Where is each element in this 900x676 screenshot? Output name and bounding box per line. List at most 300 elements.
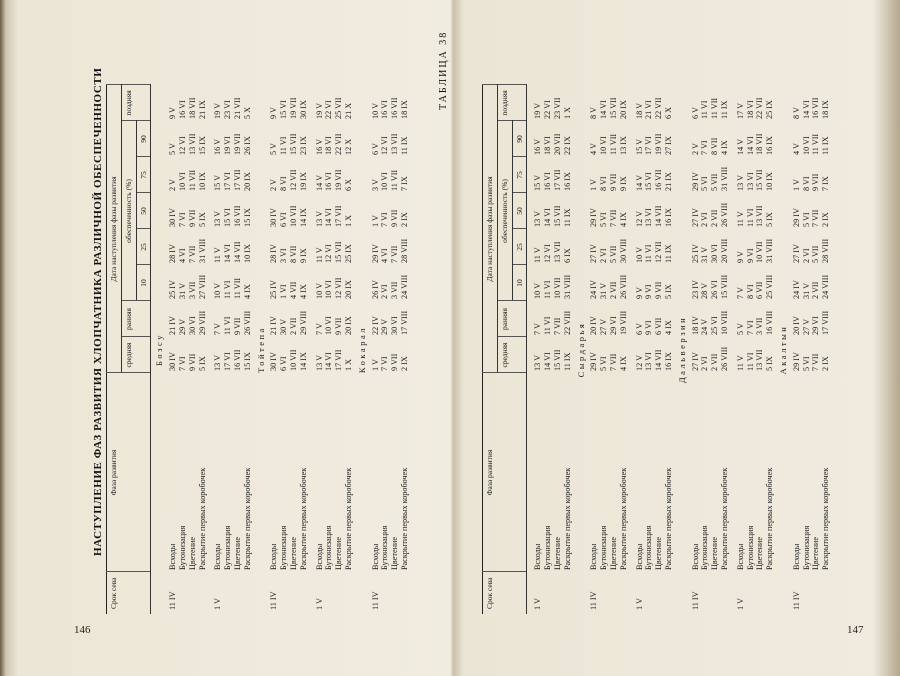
date-cell: 25 IX	[765, 100, 775, 119]
table-row	[213, 85, 223, 614]
date-cell: 9 VI	[644, 320, 654, 335]
page-number-left: 146	[74, 624, 91, 636]
phase-cell: Всходы	[791, 543, 801, 570]
date-cell: 12 VI	[380, 136, 390, 155]
header-late: поздняя	[121, 85, 151, 121]
date-cell: 27 IX	[663, 136, 673, 155]
date-cell: 22 VI	[543, 100, 553, 119]
page-number-right: 147	[847, 624, 864, 636]
date-cell: 5 VI	[599, 356, 609, 371]
header-p10: 10	[136, 265, 151, 301]
date-cell: 7 IX	[821, 176, 831, 191]
date-cell: 30 V	[279, 319, 289, 335]
date-cell: 13 VII	[552, 241, 562, 263]
date-cell: 21 IX	[197, 100, 207, 119]
date-cell: 2 VII	[288, 317, 298, 335]
sowing-date-cell	[765, 572, 775, 614]
date-cell: 18 IV	[690, 316, 700, 335]
date-cell: 24 VIII	[821, 274, 831, 299]
table-row	[198, 85, 208, 614]
sowing-date-cell	[178, 572, 188, 614]
date-cell: 11 VI	[279, 136, 289, 155]
table-row	[233, 85, 243, 614]
date-cell: 11 VII	[710, 97, 720, 119]
header-probability: обеспеченность (%)	[497, 121, 512, 301]
date-cell: 13 V	[314, 355, 324, 371]
date-cell: 2 VI	[380, 284, 390, 299]
date-cell: 11 IX	[663, 244, 673, 263]
phase-cell: Раскрытие первых коробочек	[719, 467, 729, 570]
date-cell: 16 VI	[324, 172, 334, 191]
date-cell: 29 VI	[608, 316, 618, 335]
date-cell: 15 IX	[197, 136, 207, 155]
date-cell: 9 VII	[390, 209, 400, 227]
date-cell: 19 V	[213, 103, 223, 119]
date-cell: 5 IX	[197, 212, 207, 227]
date-cell: 8 VII	[288, 245, 298, 263]
header-row	[107, 85, 122, 614]
date-cell: 18 VI	[745, 100, 755, 119]
sowing-date-cell	[334, 572, 344, 614]
date-cell: 27 IV	[589, 244, 599, 263]
date-cell: 28 VIII	[399, 238, 409, 263]
date-cell: 9 VII	[654, 281, 664, 299]
table-row	[599, 85, 609, 614]
date-cell: 29 IV	[370, 244, 380, 263]
phase-cell: Всходы	[370, 543, 380, 570]
date-cell: 7 VII	[608, 209, 618, 227]
section-header	[151, 85, 168, 614]
date-cell: 22 VII	[654, 97, 664, 119]
date-cell: 29 VIII	[298, 310, 308, 335]
sowing-date-cell	[188, 572, 198, 614]
sowing-date-cell: 1 V	[533, 598, 543, 610]
table-row	[710, 85, 720, 614]
table-row	[324, 85, 334, 614]
date-cell: 9 V	[735, 251, 745, 263]
sowing-date-cell: 11 IV	[690, 591, 700, 610]
date-cell: 11 VI	[745, 208, 755, 227]
date-cell: 11 VII	[811, 133, 821, 155]
sowing-date-cell: 11 IV	[589, 591, 599, 610]
date-cell: 10 V	[314, 283, 324, 299]
sowing-date-cell	[279, 572, 289, 614]
date-cell: 7 V	[314, 323, 324, 335]
phase-cell: Бутонизация	[177, 525, 187, 570]
sowing-date-cell	[299, 572, 309, 614]
date-cell: 27 IV	[791, 244, 801, 263]
date-cell: 28 IV	[269, 244, 279, 263]
table-title: НАСТУПЛЕНИЕ ФАЗ РАЗВИТИЯ ХЛОПЧАТНИКА РАЗЛИЧНОЙ ОБЕСПЕЧЕННОСТИ	[92, 67, 104, 556]
date-cell: 17 VIII	[821, 310, 831, 335]
date-cell: 19 VI	[223, 136, 233, 155]
date-cell: 25 VIII	[765, 274, 775, 299]
date-cell: 16 VII	[654, 169, 664, 191]
date-cell: 15 VII	[608, 97, 618, 119]
date-cell: 16 V	[213, 139, 223, 155]
date-cell: 19 VII	[654, 133, 664, 155]
date-cell: 18 VI	[543, 136, 553, 155]
date-cell: 20 IV	[589, 316, 599, 335]
header-p50: 50	[136, 193, 151, 229]
phase-cell: Бутонизация	[543, 525, 553, 570]
sowing-date-cell	[710, 572, 720, 614]
date-cell: 10 V	[533, 283, 543, 299]
table-row	[765, 85, 775, 614]
date-cell: 15 V	[213, 175, 223, 191]
sowing-date-cell	[720, 572, 730, 614]
header-p10: 10	[512, 265, 527, 301]
date-cell: 16 VII	[232, 349, 242, 371]
date-cell: 23 VII	[552, 97, 562, 119]
date-cell: 26 VIII	[242, 310, 252, 335]
date-cell: 24 IV	[589, 280, 599, 299]
date-cell: 10 VI	[177, 172, 187, 191]
date-cell: 14 VII	[654, 205, 664, 227]
date-cell: 10 V	[370, 103, 380, 119]
date-cell: 29 IV	[690, 172, 700, 191]
date-cell: 13 V	[213, 211, 223, 227]
date-cell: 13 VI	[745, 172, 755, 191]
table-row	[635, 85, 645, 614]
date-cell: 20 VII	[552, 133, 562, 155]
date-cell: 14 IX	[298, 352, 308, 371]
date-cell: 30 IV	[168, 208, 178, 227]
table-row	[720, 85, 730, 614]
date-cell: 18 IX	[399, 100, 409, 119]
table-row	[223, 85, 233, 614]
date-cell: 25 VII	[334, 97, 344, 119]
section-header	[674, 85, 691, 614]
date-cell: 29 IV	[589, 352, 599, 371]
date-cell: 23 IV	[690, 280, 700, 299]
date-cell: 12 VII	[288, 169, 298, 191]
table-row	[644, 85, 654, 614]
date-cell: 6 V	[370, 143, 380, 155]
header-average: средняя	[121, 337, 151, 373]
table-row	[371, 85, 381, 614]
date-cell: 30 IV	[168, 352, 178, 371]
date-cell: 3 VII	[390, 281, 400, 299]
date-cell: 13 V	[533, 211, 543, 227]
date-cell: 14 VI	[543, 352, 553, 371]
date-cell: 27 V	[801, 319, 811, 335]
date-cell: 4 VII	[288, 281, 298, 299]
date-cell: 8 V	[791, 107, 801, 119]
date-cell: 8 VII	[710, 137, 720, 155]
date-cell: 2 VII	[710, 353, 720, 371]
date-cell: 11 IX	[562, 208, 572, 227]
date-cell: 2 IX	[399, 356, 409, 371]
date-cell: 16 IX	[663, 352, 673, 371]
date-cell: 6 VI	[279, 356, 289, 371]
sowing-date-cell	[755, 572, 765, 614]
table-row	[400, 85, 410, 614]
date-cell: 9 VI	[644, 284, 654, 299]
date-cell: 16 VI	[177, 100, 187, 119]
date-cell: 13 V	[735, 175, 745, 191]
table-row	[188, 85, 198, 614]
date-cell: 22 VII	[755, 97, 765, 119]
date-cell: 10 IX	[197, 172, 207, 191]
date-cell: 1 X	[562, 106, 572, 119]
header-p90: 90	[512, 121, 527, 157]
date-cell: 9 VII	[334, 317, 344, 335]
date-cell: 22 VI	[324, 100, 334, 119]
date-cell: 21 IV	[168, 316, 178, 335]
date-cell: 7 VII	[552, 317, 562, 335]
sowing-date-cell: 1 V	[634, 598, 644, 610]
section-header	[573, 85, 590, 614]
date-cell: 10 IX	[242, 244, 252, 263]
date-cell: 20 IX	[618, 100, 628, 119]
phase-cell: Цветение	[608, 537, 618, 570]
table-row	[691, 85, 701, 614]
date-cell: 17 VII	[232, 169, 242, 191]
phase-cell: Всходы	[533, 543, 543, 570]
date-cell: 16 VII	[390, 97, 400, 119]
sowing-date-cell	[289, 572, 299, 614]
phase-cell: Всходы	[735, 543, 745, 570]
date-cell: 11 VI	[543, 316, 553, 335]
date-cell: 30 VI	[710, 244, 720, 263]
date-cell: 13 VII	[755, 349, 765, 371]
table-row	[380, 85, 390, 614]
date-cell: 17 VI	[223, 352, 233, 371]
phase-cell: Раскрытие первых коробочек	[618, 467, 628, 570]
phase-cell: Цветение	[334, 537, 344, 570]
sowing-date-cell	[644, 572, 654, 614]
date-cell: 2 IX	[821, 212, 831, 227]
table-row	[553, 85, 563, 614]
date-cell: 5 VII	[710, 173, 720, 191]
date-cell: 4 IX	[618, 212, 628, 227]
date-cell: 1 V	[370, 215, 380, 227]
date-cell: 31 VIII	[562, 274, 572, 299]
header-p90: 90	[136, 121, 151, 157]
date-cell: 20 IX	[242, 172, 252, 191]
date-cell: 27 IV	[690, 352, 700, 371]
date-cell: 9 VI	[745, 248, 755, 263]
date-cell: 1 X	[343, 214, 353, 227]
date-cell: 27 VIII	[197, 274, 207, 299]
date-cell: 11 VI	[644, 244, 654, 263]
date-cell: 13 VI	[644, 352, 654, 371]
sowing-date-cell: 1 V	[735, 598, 745, 610]
date-cell: 25 IX	[343, 244, 353, 263]
header-average: средняя	[497, 337, 527, 373]
date-cell: 24 V	[700, 319, 710, 335]
date-cell: 4 V	[791, 143, 801, 155]
sowing-date-cell	[599, 572, 609, 614]
section-name: Бозсу	[154, 333, 165, 366]
sowing-date-cell	[563, 572, 573, 614]
date-cell: 11 VI	[700, 100, 710, 119]
date-cell: 14 VI	[543, 208, 553, 227]
date-cell: 2 VII	[608, 281, 618, 299]
date-cell: 10 V	[634, 247, 644, 263]
sowing-date-cell	[243, 572, 253, 614]
date-cell: 28 VIII	[821, 238, 831, 263]
phase-cell: Раскрытие первых коробочек	[765, 467, 775, 570]
table-body	[527, 85, 831, 614]
table-row	[700, 85, 710, 614]
sowing-date-cell: 11 IV	[168, 591, 178, 610]
date-cell: 11 V	[533, 247, 543, 263]
section-name: Сырдарья	[575, 321, 586, 378]
phase-cell: Всходы	[269, 543, 279, 570]
date-cell: 13 VI	[644, 208, 654, 227]
date-cell: 11 VII	[232, 277, 242, 299]
date-cell: 9 VII	[811, 173, 821, 191]
date-cell: 7 VII	[811, 209, 821, 227]
table-row	[243, 85, 253, 614]
table-row	[792, 85, 802, 614]
date-cell: 10 VI	[324, 316, 334, 335]
date-cell: 29 IV	[791, 208, 801, 227]
date-cell: 10 VII	[552, 277, 562, 299]
date-cell: 15 VII	[552, 349, 562, 371]
phase-cell: Всходы	[634, 543, 644, 570]
date-cell: 15 VII	[552, 205, 562, 227]
date-cell: 10 VI	[599, 136, 609, 155]
date-cell: 31 VIII	[719, 166, 729, 191]
date-cell: 4 IX	[242, 284, 252, 299]
date-cell: 11 IX	[399, 136, 409, 155]
table-row	[736, 85, 746, 614]
sowing-date-cell	[746, 572, 756, 614]
right-table-wrapper	[482, 34, 882, 614]
date-cell: 5 VI	[801, 356, 811, 371]
date-cell: 13 V	[533, 355, 543, 371]
phase-cell: Бутонизация	[324, 525, 334, 570]
date-cell: 15 IX	[242, 208, 252, 227]
date-cell: 6 IX	[562, 248, 572, 263]
date-cell: 7 V	[533, 323, 543, 335]
date-cell: 11 V	[213, 247, 223, 263]
date-cell: 15 VII	[288, 133, 298, 155]
date-cell: 9 VII	[608, 173, 618, 191]
date-cell: 31 V	[599, 283, 609, 299]
date-cell: 3 VII	[187, 281, 197, 299]
date-cell: 29 IV	[791, 352, 801, 371]
date-cell: 26 VI	[710, 280, 720, 299]
date-cell: 9 V	[168, 107, 178, 119]
date-cell: 5 V	[168, 143, 178, 155]
section-header	[354, 85, 371, 614]
table-row	[654, 85, 664, 614]
sowing-date-cell	[700, 572, 710, 614]
date-cell: 4 IX	[298, 284, 308, 299]
phase-cell: Всходы	[314, 543, 324, 570]
date-cell: 15 VI	[279, 100, 289, 119]
date-cell: 5 X	[242, 106, 252, 119]
sowing-date-cell	[400, 572, 410, 614]
date-cell: 19 VII	[288, 97, 298, 119]
date-cell: 14 VII	[654, 349, 664, 371]
phase-cell: Бутонизация	[380, 525, 390, 570]
date-cell: 21 IV	[269, 316, 279, 335]
date-cell: 13 VII	[390, 133, 400, 155]
date-cell: 8 VI	[745, 284, 755, 299]
data-table-left	[106, 85, 410, 615]
date-cell: 11 V	[735, 355, 745, 371]
date-cell: 26 VIII	[719, 202, 729, 227]
date-cell: 17 VII	[334, 349, 344, 371]
date-cell: 20 IX	[343, 316, 353, 335]
date-cell: 21 VII	[232, 97, 242, 119]
date-cell: 4 IX	[719, 140, 729, 155]
table-row	[746, 85, 756, 614]
date-cell: 4 VI	[380, 248, 390, 263]
date-cell: 11 VI	[223, 280, 233, 299]
table-row	[299, 85, 309, 614]
date-cell: 8 VI	[279, 176, 289, 191]
date-cell: 17 VIII	[399, 310, 409, 335]
header-p50: 50	[512, 193, 527, 229]
table-row	[390, 85, 400, 614]
date-cell: 25 IV	[690, 244, 700, 263]
date-cell: 10 VII	[288, 205, 298, 227]
header-row	[483, 85, 498, 614]
date-cell: 12 VI	[324, 244, 334, 263]
date-cell: 14 VI	[745, 136, 755, 155]
date-cell: 13 V	[213, 355, 223, 371]
date-cell: 18 VI	[324, 136, 334, 155]
data-table-right	[482, 85, 831, 615]
table-row	[589, 85, 599, 614]
date-cell: 7 VI	[380, 212, 390, 227]
date-cell: 15 VI	[644, 172, 654, 191]
header-p25: 25	[512, 229, 527, 265]
date-cell: 11 VII	[390, 169, 400, 191]
date-cell: 29 IV	[589, 208, 599, 227]
date-cell: 30 IX	[298, 100, 308, 119]
date-cell: 22 IX	[562, 136, 572, 155]
date-cell: 15 VII	[334, 241, 344, 263]
table-row	[269, 85, 279, 614]
sowing-date-cell	[802, 572, 812, 614]
date-cell: 7 VI	[700, 140, 710, 155]
date-cell: 10 VI	[324, 280, 334, 299]
sowing-date-cell	[619, 572, 629, 614]
date-cell: 2 VII	[811, 281, 821, 299]
date-cell: 1 VI	[279, 284, 289, 299]
date-cell: 2 VI	[700, 356, 710, 371]
date-cell: 21 VI	[644, 100, 654, 119]
date-cell: 15 VI	[223, 208, 233, 227]
date-cell: 19 VII	[334, 169, 344, 191]
date-cell: 11 V	[314, 247, 324, 263]
date-cell: 14 VI	[223, 244, 233, 263]
date-cell: 18 IX	[821, 100, 831, 119]
date-cell: 15 VII	[755, 169, 765, 191]
header-late: поздняя	[497, 85, 527, 121]
date-cell: 5 IX	[197, 356, 207, 371]
date-cell: 19 V	[314, 103, 324, 119]
date-cell: 11 VII	[187, 169, 197, 191]
table-row	[563, 85, 573, 614]
date-cell: 24 IV	[791, 280, 801, 299]
date-cell: 7 VII	[608, 353, 618, 371]
date-cell: 12 V	[634, 211, 644, 227]
date-cell: 18 V	[634, 103, 644, 119]
date-cell: 23 VI	[223, 100, 233, 119]
phase-cell: Цветение	[654, 537, 664, 570]
date-cell: 9 IX	[298, 248, 308, 263]
date-cell: 1 X	[343, 358, 353, 371]
header-early: ранняя	[121, 301, 151, 337]
